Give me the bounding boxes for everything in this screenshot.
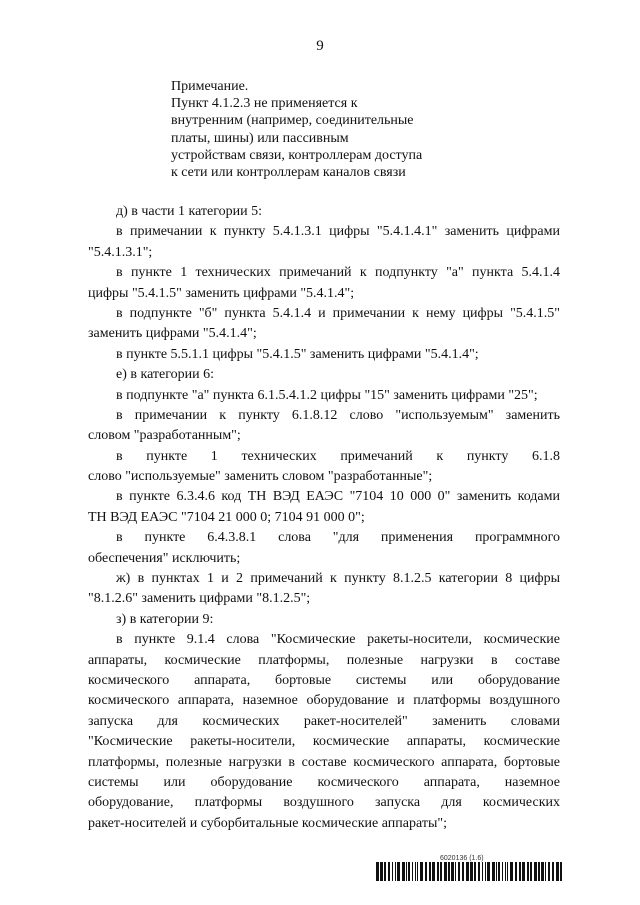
text-line: в пункте 1 технических примечаний к подпункту "а" пункта 5.4.1.4 [116,265,560,281]
barcode-bar [397,862,400,881]
barcode-bar [415,862,416,881]
barcode-bar [392,862,393,881]
barcode-bar [552,862,554,881]
barcode-bar [402,862,405,881]
document-code: 6020136 (1.6) [440,855,484,862]
barcode-bar [530,862,532,881]
barcode-bar [548,862,550,881]
barcode-bar [432,862,435,881]
text-line: в пункте 9.1.4 слова "Космические ракеты-носители, космические [116,632,560,648]
text-line: космического аппарата, бортовые системы или оборудование [88,672,560,688]
barcode-bar [515,862,517,881]
text-line: заменить цифрами "5.4.1.4"; [88,326,257,342]
text-line: ТН ВЭД ЕАЭС "7104 21 000 0; 7104 91 000 0"; [88,509,365,525]
barcode-bar [451,862,454,881]
text-line: в подпункте "а" пункта 6.1.5.4.1.2 цифры "15" заменить цифрами "25"; [116,387,538,403]
barcode-bar [519,862,521,881]
text-line: в примечании к пункту 6.1.8.12 слово "используемым" заменить [116,407,560,423]
barcode-bar [437,862,439,881]
text-line: "5.4.1.3.1"; [88,244,153,260]
barcode-bar [408,862,410,881]
text-line: аппараты, космические платформы, полезные нагрузки в составе [88,652,560,668]
document-body [88,202,560,834]
barcode-bar [420,862,423,881]
barcode-bar [541,862,544,881]
barcode-bar [466,862,469,881]
text-line: обеспечения" исключить; [88,550,241,566]
text-line: запуска для космических ракет-носителей" заменить словами [88,713,560,729]
text-line: в пункте 6.3.4.6 код ТН ВЭД ЕАЭС "7104 10 000 0" заменить кодами [116,489,560,505]
text-line: системы или оборудование космического аппарата, наземное [88,774,560,790]
barcode-bar [482,862,483,881]
note-line: платы, шины) или пассивным [171,130,349,146]
barcode-bar [455,862,456,881]
barcode-bar [510,862,513,881]
barcode-bar [507,862,508,881]
note-line: к сети или контроллерам каналов связи [171,165,406,181]
barcode-bar [502,862,503,881]
text-line: в примечании к пункту 5.4.1.3.1 цифры "5.4.1.4.1" заменить цифрами [116,224,560,240]
note-block [171,78,471,181]
text-line: ж) в пунктах 1 и 2 примечаний к пункту 8.1.2.5 категории 8 цифры [116,571,560,587]
barcode-bar [448,862,450,881]
text-line: д) в части 1 категории 5: [116,204,263,219]
barcode-bar [560,862,562,881]
barcode-bar [522,862,525,881]
text-line: "Космические ракеты-носители, космические аппараты, космические [88,734,560,750]
note-line: Пункт 4.1.2.3 не применяется к [171,96,358,112]
note-line: внутренним (например, соединительные [171,113,414,129]
barcode-bar [444,862,447,881]
barcode-bar [429,862,431,881]
barcode-bar [474,862,476,881]
barcode-bar [538,862,540,881]
text-line: словом "разработанным"; [88,428,241,444]
text-line: "8.1.2.6" заменить цифрами "8.1.2.5"; [88,591,311,607]
barcode-bar [485,862,486,881]
barcode-bar [384,862,386,881]
barcode-bar [496,862,497,881]
barcode-bar [505,862,506,881]
barcode-bar [395,862,396,881]
text-line: е) в категории 6: [116,367,215,383]
text-line: в пункте 5.5.1.1 цифры "5.4.1.5" заменить цифрами "5.4.1.4"; [116,346,479,362]
text-line: космического аппарата, наземное оборудование и платформы воздушного [88,693,560,709]
barcode-bar [487,862,490,881]
note-line: Примечание. [171,79,249,94]
barcode-bar [470,862,473,881]
text-line: платформы, полезные нагрузки в составе космического аппарата, бортовые [88,754,560,770]
text-line: ракет-носителей и суборбитальные космические аппараты"; [88,815,447,831]
page-number: 9 [316,38,324,54]
barcode [376,862,562,881]
barcode-bar [498,862,500,881]
text-line: оборудование, платформы воздушного запуска для космических [88,795,560,811]
barcode-bar [556,862,559,881]
text-line: в подпункте "б" пункта 5.4.1.4 и примечании к нему цифры "5.4.1.5" [116,305,560,321]
barcode-bar [417,862,418,881]
text-line: в пункте 1 технических примечаний к пункту 6.1.8 [116,448,560,464]
barcode-bar [412,862,413,881]
note-line: устройствам связи, контроллерам доступа [171,147,423,163]
barcode-bar [388,862,390,881]
text-line: цифры "5.4.1.5" заменить цифрами "5.4.1.4"; [88,285,355,301]
barcode-bar [462,862,464,881]
text-line: слово "используемые" заменить словом "разработанные"; [88,469,433,485]
barcode-bar [534,862,537,881]
barcode-bar [380,862,383,881]
barcode-bar [406,862,407,881]
barcode-bar [458,862,460,881]
barcode-bar [440,862,442,881]
barcode-bar [527,862,529,881]
barcode-bar [376,862,379,881]
barcode-bar [425,862,427,881]
barcode-bar [492,862,495,881]
text-line: з) в категории 9: [116,611,214,627]
barcode-bar [478,862,480,881]
barcode-bar [545,862,546,881]
text-line: в пункте 6.4.3.8.1 слова "для применения программного [116,530,560,546]
